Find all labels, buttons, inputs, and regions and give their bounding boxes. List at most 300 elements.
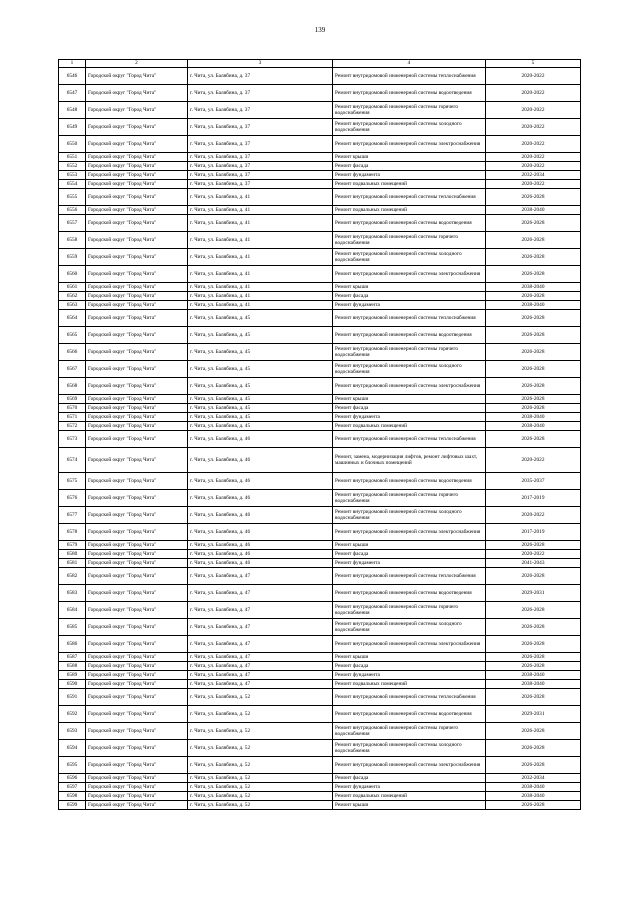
period-cell: 2038-2040 xyxy=(486,680,581,689)
municipality-cell: Городской округ "Город Чита" xyxy=(86,301,188,310)
work-type-cell: Ремонт внутридомовой инженерной системы теплоснабжения xyxy=(333,568,486,585)
municipality-cell: Городской округ "Город Чита" xyxy=(86,180,188,189)
period-cell: 2026-2028 xyxy=(486,568,581,585)
work-type-cell: Ремонт внутридомовой инженерной системы теплоснабжения xyxy=(333,68,486,85)
table-row xyxy=(59,524,581,541)
row-number-cell: 6546 xyxy=(59,68,86,85)
row-number-cell: 6564 xyxy=(59,310,86,327)
address-cell: г. Чита, ул. Балябина, д. 45 xyxy=(188,413,333,422)
period-cell: 2020-2022 xyxy=(486,162,581,171)
table-row xyxy=(59,136,581,153)
column-header: 2 xyxy=(86,60,188,68)
table-row xyxy=(59,171,581,180)
table-row xyxy=(59,249,581,266)
row-number-cell: 6556 xyxy=(59,206,86,215)
work-type-cell: Ремонт внутридомовой инженерной системы теплоснабжения xyxy=(333,310,486,327)
table-row xyxy=(59,541,581,550)
row-number-cell: 6553 xyxy=(59,171,86,180)
address-cell: г. Чита, ул. Балябина, д. 37 xyxy=(188,153,333,162)
period-cell: 2026-2028 xyxy=(486,723,581,740)
address-cell: г. Чита, ул. Балябина, д. 41 xyxy=(188,232,333,249)
page-number: 139 xyxy=(314,26,326,34)
period-cell: 2026-2028 xyxy=(486,266,581,283)
municipality-cell: Городской округ "Город Чита" xyxy=(86,706,188,723)
work-type-cell: Ремонт фундамента xyxy=(333,671,486,680)
municipality-cell: Городской округ "Город Чита" xyxy=(86,189,188,206)
municipality-cell: Городской округ "Город Чита" xyxy=(86,292,188,301)
municipality-cell: Городской округ "Город Чита" xyxy=(86,550,188,559)
address-cell: г. Чита, ул. Балябина, д. 47 xyxy=(188,680,333,689)
municipality-cell: Городской округ "Город Чита" xyxy=(86,206,188,215)
table-row xyxy=(59,395,581,404)
column-header: 5 xyxy=(486,60,581,68)
table-row xyxy=(59,680,581,689)
period-cell: 2035-2037 xyxy=(486,473,581,490)
table-row xyxy=(59,507,581,524)
period-cell: 2020-2022 xyxy=(486,153,581,162)
row-number-cell: 6574 xyxy=(59,448,86,473)
table-row xyxy=(59,568,581,585)
work-type-cell: Ремонт внутридомовой инженерной системы холодного водоснабжения xyxy=(333,119,486,136)
period-cell: 2026-2028 xyxy=(486,653,581,662)
address-cell: г. Чита, ул. Балябина, д. 46 xyxy=(188,541,333,550)
address-cell: г. Чита, ул. Балябина, д. 47 xyxy=(188,636,333,653)
work-type-cell: Ремонт внутридомовой инженерной системы горячего водоснабжения xyxy=(333,344,486,361)
table-row xyxy=(59,801,581,810)
period-cell: 2038-2040 xyxy=(486,792,581,801)
address-cell: г. Чита, ул. Балябина, д. 46 xyxy=(188,507,333,524)
address-cell: г. Чита, ул. Балябина, д. 37 xyxy=(188,119,333,136)
work-type-cell: Ремонт внутридомовой инженерной системы электроснабжения xyxy=(333,136,486,153)
address-cell: г. Чита, ул. Балябина, д. 46 xyxy=(188,448,333,473)
address-cell: г. Чита, ул. Балябина, д. 46 xyxy=(188,550,333,559)
work-type-cell: Ремонт внутридомовой инженерной системы теплоснабжения xyxy=(333,189,486,206)
municipality-cell: Городской округ "Город Чита" xyxy=(86,680,188,689)
municipality-cell: Городской округ "Город Чита" xyxy=(86,490,188,507)
work-type-cell: Ремонт фасада xyxy=(333,162,486,171)
period-cell: 2038-2040 xyxy=(486,413,581,422)
table-row xyxy=(59,162,581,171)
address-cell: г. Чита, ул. Балябина, д. 46 xyxy=(188,473,333,490)
address-cell: г. Чита, ул. Балябина, д. 37 xyxy=(188,102,333,119)
table-row xyxy=(59,662,581,671)
row-number-cell: 6547 xyxy=(59,85,86,102)
row-number-cell: 6598 xyxy=(59,792,86,801)
table-row xyxy=(59,232,581,249)
table-row xyxy=(59,431,581,448)
municipality-cell: Городской округ "Город Чита" xyxy=(86,404,188,413)
work-type-cell: Ремонт внутридомовой инженерной системы водоотведения xyxy=(333,215,486,232)
municipality-cell: Городской округ "Город Чита" xyxy=(86,162,188,171)
work-type-cell: Ремонт внутридомовой инженерной системы электроснабжения xyxy=(333,757,486,774)
row-number-cell: 6583 xyxy=(59,585,86,602)
address-cell: г. Чита, ул. Балябина, д. 45 xyxy=(188,344,333,361)
table-row xyxy=(59,559,581,568)
period-cell: 2032-2034 xyxy=(486,774,581,783)
municipality-cell: Городской округ "Город Чита" xyxy=(86,602,188,619)
work-type-cell: Ремонт внутридомовой инженерной системы водоотведения xyxy=(333,85,486,102)
work-type-cell: Ремонт внутридомовой инженерной системы водоотведения xyxy=(333,327,486,344)
municipality-cell: Городской округ "Город Чита" xyxy=(86,327,188,344)
period-cell: 2020-2022 xyxy=(486,448,581,473)
table-row xyxy=(59,119,581,136)
table-body xyxy=(59,60,581,810)
municipality-cell: Городской округ "Город Чита" xyxy=(86,740,188,757)
column-header: 1 xyxy=(59,60,86,68)
address-cell: г. Чита, ул. Балябина, д. 45 xyxy=(188,378,333,395)
row-number-cell: 6559 xyxy=(59,249,86,266)
work-type-cell: Ремонт подвальных помещений xyxy=(333,422,486,431)
work-type-cell: Ремонт крыши xyxy=(333,801,486,810)
row-number-cell: 6569 xyxy=(59,395,86,404)
table-row xyxy=(59,473,581,490)
municipality-cell: Городской округ "Город Чита" xyxy=(86,671,188,680)
period-cell: 2020-2022 xyxy=(486,102,581,119)
period-cell: 2026-2028 xyxy=(486,327,581,344)
address-cell: г. Чита, ул. Балябина, д. 52 xyxy=(188,792,333,801)
row-number-cell: 6565 xyxy=(59,327,86,344)
period-cell: 2032-2034 xyxy=(486,171,581,180)
row-number-cell: 6596 xyxy=(59,774,86,783)
table-row xyxy=(59,774,581,783)
work-type-cell: Ремонт фасада xyxy=(333,292,486,301)
period-cell: 2038-2040 xyxy=(486,301,581,310)
table-row xyxy=(59,327,581,344)
address-cell: г. Чита, ул. Балябина, д. 41 xyxy=(188,283,333,292)
municipality-cell: Городской округ "Город Чита" xyxy=(86,310,188,327)
period-cell: 2020-2022 xyxy=(486,550,581,559)
row-number-cell: 6550 xyxy=(59,136,86,153)
work-type-cell: Ремонт фундамента xyxy=(333,783,486,792)
municipality-cell: Городской округ "Город Чита" xyxy=(86,689,188,706)
municipality-cell: Городской округ "Город Чита" xyxy=(86,662,188,671)
row-number-cell: 6578 xyxy=(59,524,86,541)
period-cell: 2026-2028 xyxy=(486,431,581,448)
work-type-cell: Ремонт фундамента xyxy=(333,413,486,422)
period-cell: 2020-2022 xyxy=(486,507,581,524)
period-cell: 2026-2028 xyxy=(486,404,581,413)
municipality-cell: Городской округ "Город Чита" xyxy=(86,636,188,653)
address-cell: г. Чита, ул. Балябина, д. 37 xyxy=(188,162,333,171)
table-row xyxy=(59,792,581,801)
work-type-cell: Ремонт фасада xyxy=(333,550,486,559)
address-cell: г. Чита, ул. Балябина, д. 52 xyxy=(188,774,333,783)
address-cell: г. Чита, ул. Балябина, д. 52 xyxy=(188,723,333,740)
address-cell: г. Чита, ул. Балябина, д. 47 xyxy=(188,585,333,602)
period-cell: 2026-2028 xyxy=(486,689,581,706)
work-type-cell: Ремонт внутридомовой инженерной системы горячего водоснабжения xyxy=(333,102,486,119)
column-header: 3 xyxy=(188,60,333,68)
municipality-cell: Городской округ "Город Чита" xyxy=(86,378,188,395)
row-number-cell: 6572 xyxy=(59,422,86,431)
work-type-cell: Ремонт внутридомовой инженерной системы холодного водоснабжения xyxy=(333,361,486,378)
table-row xyxy=(59,153,581,162)
table-row xyxy=(59,706,581,723)
address-cell: г. Чита, ул. Балябина, д. 41 xyxy=(188,189,333,206)
address-cell: г. Чита, ул. Балябина, д. 41 xyxy=(188,249,333,266)
work-type-cell: Ремонт внутридомовой инженерной системы холодного водоснабжения xyxy=(333,249,486,266)
work-type-cell: Ремонт крыши xyxy=(333,653,486,662)
address-cell: г. Чита, ул. Балябина, д. 37 xyxy=(188,85,333,102)
period-cell: 2026-2028 xyxy=(486,310,581,327)
municipality-cell: Городской округ "Город Чита" xyxy=(86,507,188,524)
address-cell: г. Чита, ул. Балябина, д. 52 xyxy=(188,689,333,706)
address-cell: г. Чита, ул. Балябина, д. 52 xyxy=(188,783,333,792)
period-cell: 2026-2028 xyxy=(486,189,581,206)
table-row xyxy=(59,189,581,206)
municipality-cell: Городской округ "Город Чита" xyxy=(86,361,188,378)
row-number-cell: 6594 xyxy=(59,740,86,757)
table-row xyxy=(59,344,581,361)
table-row xyxy=(59,653,581,662)
address-cell: г. Чита, ул. Балябина, д. 37 xyxy=(188,68,333,85)
address-cell: г. Чита, ул. Балябина, д. 41 xyxy=(188,266,333,283)
period-cell: 2026-2028 xyxy=(486,636,581,653)
address-cell: г. Чита, ул. Балябина, д. 45 xyxy=(188,327,333,344)
period-cell: 2026-2028 xyxy=(486,619,581,636)
row-number-cell: 6593 xyxy=(59,723,86,740)
work-type-cell: Ремонт фундамента xyxy=(333,301,486,310)
address-cell: г. Чита, ул. Балябина, д. 41 xyxy=(188,206,333,215)
row-number-cell: 6555 xyxy=(59,189,86,206)
period-cell: 2026-2028 xyxy=(486,541,581,550)
row-number-cell: 6591 xyxy=(59,689,86,706)
municipality-cell: Городской округ "Город Чита" xyxy=(86,723,188,740)
address-cell: г. Чита, ул. Балябина, д. 52 xyxy=(188,706,333,723)
period-cell: 2038-2040 xyxy=(486,422,581,431)
work-type-cell: Ремонт внутридомовой инженерной системы электроснабжения xyxy=(333,378,486,395)
work-type-cell: Ремонт внутридомовой инженерной системы горячего водоснабжения xyxy=(333,232,486,249)
work-type-cell: Ремонт внутридомовой инженерной системы теплоснабжения xyxy=(333,431,486,448)
table-row xyxy=(59,102,581,119)
municipality-cell: Городской округ "Город Чита" xyxy=(86,783,188,792)
row-number-cell: 6566 xyxy=(59,344,86,361)
work-type-cell: Ремонт внутридомовой инженерной системы холодного водоснабжения xyxy=(333,740,486,757)
table-row xyxy=(59,310,581,327)
municipality-cell: Городской округ "Город Чита" xyxy=(86,774,188,783)
municipality-cell: Городской округ "Город Чита" xyxy=(86,422,188,431)
row-number-cell: 6586 xyxy=(59,636,86,653)
period-cell: 2026-2028 xyxy=(486,801,581,810)
address-cell: г. Чита, ул. Балябина, д. 45 xyxy=(188,310,333,327)
period-cell: 2020-2022 xyxy=(486,119,581,136)
row-number-cell: 6554 xyxy=(59,180,86,189)
table-row xyxy=(59,68,581,85)
table-row xyxy=(59,689,581,706)
work-type-cell: Ремонт фасада xyxy=(333,662,486,671)
address-cell: г. Чита, ул. Балябина, д. 45 xyxy=(188,422,333,431)
period-cell: 2020-2022 xyxy=(486,180,581,189)
row-number-cell: 6560 xyxy=(59,266,86,283)
table-row xyxy=(59,636,581,653)
table-row xyxy=(59,206,581,215)
row-number-cell: 6599 xyxy=(59,801,86,810)
period-cell: 2026-2028 xyxy=(486,361,581,378)
table-row xyxy=(59,585,581,602)
municipality-cell: Городской округ "Город Чита" xyxy=(86,559,188,568)
municipality-cell: Городской округ "Город Чита" xyxy=(86,344,188,361)
period-cell: 2026-2028 xyxy=(486,344,581,361)
row-number-cell: 6552 xyxy=(59,162,86,171)
municipality-cell: Городской округ "Город Чита" xyxy=(86,619,188,636)
work-type-cell: Ремонт внутридомовой инженерной системы электроснабжения xyxy=(333,636,486,653)
municipality-cell: Городской округ "Город Чита" xyxy=(86,266,188,283)
row-number-cell: 6588 xyxy=(59,662,86,671)
municipality-cell: Городской округ "Город Чита" xyxy=(86,585,188,602)
work-type-cell: Ремонт внутридомовой инженерной системы водоотведения xyxy=(333,473,486,490)
address-cell: г. Чита, ул. Балябина, д. 47 xyxy=(188,671,333,680)
period-cell: 2038-2040 xyxy=(486,206,581,215)
period-cell: 2026-2028 xyxy=(486,249,581,266)
column-header: 4 xyxy=(333,60,486,68)
municipality-cell: Городской округ "Город Чита" xyxy=(86,801,188,810)
work-type-cell: Ремонт внутридомовой инженерной системы горячего водоснабжения xyxy=(333,490,486,507)
work-type-cell: Ремонт подвальных помещений xyxy=(333,792,486,801)
work-type-cell: Ремонт внутридомовой инженерной системы горячего водоснабжения xyxy=(333,723,486,740)
period-cell: 2038-2040 xyxy=(486,671,581,680)
address-cell: г. Чита, ул. Балябина, д. 52 xyxy=(188,801,333,810)
period-cell: 2041-2043 xyxy=(486,559,581,568)
repair-schedule-table xyxy=(58,59,581,810)
table-row xyxy=(59,671,581,680)
column-number-row xyxy=(59,60,581,68)
row-number-cell: 6577 xyxy=(59,507,86,524)
work-type-cell: Ремонт фундамента xyxy=(333,559,486,568)
municipality-cell: Городской округ "Город Чита" xyxy=(86,653,188,662)
municipality-cell: Городской округ "Город Чита" xyxy=(86,757,188,774)
row-number-cell: 6587 xyxy=(59,653,86,662)
municipality-cell: Городской округ "Город Чита" xyxy=(86,448,188,473)
row-number-cell: 6573 xyxy=(59,431,86,448)
row-number-cell: 6576 xyxy=(59,490,86,507)
table-row xyxy=(59,550,581,559)
work-type-cell: Ремонт подвальных помещений xyxy=(333,180,486,189)
municipality-cell: Городской округ "Город Чита" xyxy=(86,171,188,180)
work-type-cell: Ремонт внутридомовой инженерной системы электроснабжения xyxy=(333,266,486,283)
table-row xyxy=(59,783,581,792)
row-number-cell: 6584 xyxy=(59,602,86,619)
municipality-cell: Городской округ "Город Чита" xyxy=(86,395,188,404)
period-cell: 2026-2028 xyxy=(486,602,581,619)
row-number-cell: 6589 xyxy=(59,671,86,680)
work-type-cell: Ремонт внутридомовой инженерной системы электроснабжения xyxy=(333,524,486,541)
work-type-cell: Ремонт подвальных помещений xyxy=(333,680,486,689)
table-row xyxy=(59,413,581,422)
table-row xyxy=(59,301,581,310)
table-row xyxy=(59,448,581,473)
municipality-cell: Городской округ "Город Чита" xyxy=(86,249,188,266)
row-number-cell: 6582 xyxy=(59,568,86,585)
period-cell: 2026-2028 xyxy=(486,740,581,757)
address-cell: г. Чита, ул. Балябина, д. 41 xyxy=(188,215,333,232)
table-row xyxy=(59,757,581,774)
row-number-cell: 6570 xyxy=(59,404,86,413)
period-cell: 2029-2031 xyxy=(486,706,581,723)
municipality-cell: Городской округ "Город Чита" xyxy=(86,431,188,448)
table-row xyxy=(59,361,581,378)
work-type-cell: Ремонт фасада xyxy=(333,774,486,783)
address-cell: г. Чита, ул. Балябина, д. 45 xyxy=(188,361,333,378)
period-cell: 2020-2022 xyxy=(486,136,581,153)
table-row xyxy=(59,602,581,619)
address-cell: г. Чита, ул. Балябина, д. 46 xyxy=(188,490,333,507)
municipality-cell: Городской округ "Город Чита" xyxy=(86,215,188,232)
period-cell: 2029-2031 xyxy=(486,585,581,602)
municipality-cell: Городской округ "Город Чита" xyxy=(86,283,188,292)
work-type-cell: Ремонт внутридомовой инженерной системы холодного водоснабжения xyxy=(333,619,486,636)
table-row xyxy=(59,215,581,232)
work-type-cell: Ремонт фундамента xyxy=(333,171,486,180)
work-type-cell: Ремонт внутридомовой инженерной системы горячего водоснабжения xyxy=(333,602,486,619)
address-cell: г. Чита, ул. Балябина, д. 45 xyxy=(188,395,333,404)
row-number-cell: 6561 xyxy=(59,283,86,292)
table-row xyxy=(59,404,581,413)
work-type-cell: Ремонт фасада xyxy=(333,404,486,413)
work-type-cell: Ремонт крыши xyxy=(333,153,486,162)
table-row xyxy=(59,490,581,507)
address-cell: г. Чита, ул. Балябина, д. 45 xyxy=(188,404,333,413)
row-number-cell: 6548 xyxy=(59,102,86,119)
work-type-cell: Ремонт внутридомовой инженерной системы водоотведения xyxy=(333,585,486,602)
municipality-cell: Городской округ "Город Чита" xyxy=(86,232,188,249)
address-cell: г. Чита, ул. Балябина, д. 37 xyxy=(188,180,333,189)
work-type-cell: Ремонт подвальных помещений xyxy=(333,206,486,215)
work-type-cell: Ремонт крыши xyxy=(333,395,486,404)
work-type-cell: Ремонт внутридомовой инженерной системы теплоснабжения xyxy=(333,689,486,706)
table-row xyxy=(59,740,581,757)
row-number-cell: 6567 xyxy=(59,361,86,378)
row-number-cell: 6580 xyxy=(59,550,86,559)
address-cell: г. Чита, ул. Балябина, д. 47 xyxy=(188,568,333,585)
row-number-cell: 6571 xyxy=(59,413,86,422)
period-cell: 2020-2022 xyxy=(486,68,581,85)
work-type-cell: Ремонт внутридомовой инженерной системы водоотведения xyxy=(333,706,486,723)
municipality-cell: Городской округ "Город Чита" xyxy=(86,85,188,102)
period-cell: 2017-2019 xyxy=(486,490,581,507)
table-row xyxy=(59,422,581,431)
period-cell: 2026-2028 xyxy=(486,757,581,774)
row-number-cell: 6549 xyxy=(59,119,86,136)
row-number-cell: 6551 xyxy=(59,153,86,162)
table-row xyxy=(59,292,581,301)
address-cell: г. Чита, ул. Балябина, д. 47 xyxy=(188,653,333,662)
table-row xyxy=(59,266,581,283)
row-number-cell: 6558 xyxy=(59,232,86,249)
address-cell: г. Чита, ул. Балябина, д. 47 xyxy=(188,602,333,619)
address-cell: г. Чита, ул. Балябина, д. 41 xyxy=(188,292,333,301)
table-row xyxy=(59,283,581,292)
municipality-cell: Городской округ "Город Чита" xyxy=(86,473,188,490)
row-number-cell: 6563 xyxy=(59,301,86,310)
row-number-cell: 6562 xyxy=(59,292,86,301)
work-type-cell: Ремонт крыши xyxy=(333,541,486,550)
address-cell: г. Чита, ул. Балябина, д. 46 xyxy=(188,431,333,448)
municipality-cell: Городской округ "Город Чита" xyxy=(86,568,188,585)
period-cell: 2026-2028 xyxy=(486,292,581,301)
work-type-cell: Ремонт крыши xyxy=(333,283,486,292)
period-cell: 2026-2028 xyxy=(486,378,581,395)
row-number-cell: 6590 xyxy=(59,680,86,689)
work-type-cell: Ремонт, замена, модернизация лифтов, ремонт лифтовых шахт, машинных и блочных помещений xyxy=(333,448,486,473)
address-cell: г. Чита, ул. Балябина, д. 52 xyxy=(188,740,333,757)
row-number-cell: 6575 xyxy=(59,473,86,490)
table-row xyxy=(59,378,581,395)
municipality-cell: Городской округ "Город Чита" xyxy=(86,119,188,136)
row-number-cell: 6557 xyxy=(59,215,86,232)
municipality-cell: Городской округ "Город Чита" xyxy=(86,792,188,801)
municipality-cell: Городской округ "Город Чита" xyxy=(86,102,188,119)
period-cell: 2020-2022 xyxy=(486,85,581,102)
